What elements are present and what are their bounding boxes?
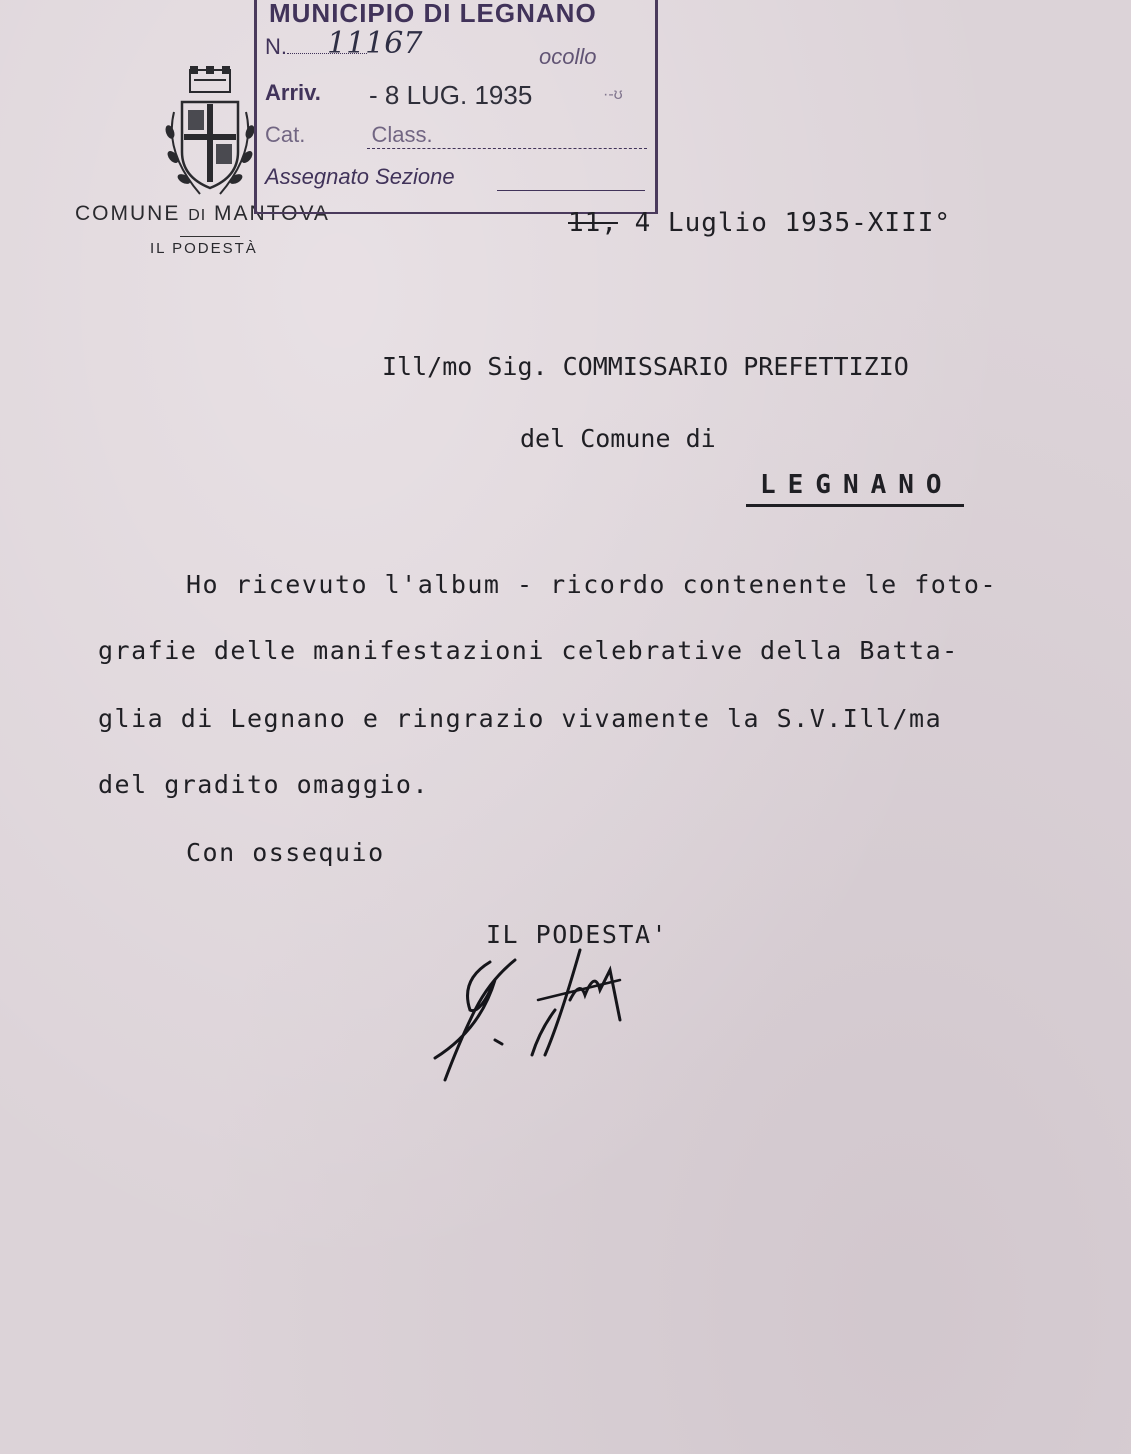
recipient-line-1: Ill/mo Sig. COMMISSARIO PREFETTIZIO — [382, 352, 909, 381]
stamp-category-label: Cat. — [265, 122, 306, 147]
handwritten-signature — [420, 940, 660, 1100]
body-line-4: del gradito omaggio. — [98, 770, 430, 799]
body-line-3: glia di Legnano e ringrazio vivamente la S.V.Ill/ma — [98, 704, 943, 733]
body-line-1: Ho ricevuto l'album - ricordo contenente le foto- — [186, 570, 998, 599]
date-text: 4 Luglio 1935-XIII° — [634, 208, 952, 238]
stamp-arrival-date: - 8 LUG. 1935 — [369, 80, 533, 110]
letterhead-name-part1: COMUNE — [75, 202, 181, 225]
stamp-assigned-line — [497, 190, 645, 191]
letterhead-name-part3: MANTOVA — [214, 202, 330, 225]
coat-of-arms-icon — [160, 62, 260, 202]
stamp-number-value: 11167 — [327, 26, 423, 61]
letterhead-title: IL PODESTÀ — [150, 240, 258, 257]
stamp-category-row — [265, 122, 433, 148]
stamp-faded-mark: ·-ʊ — [603, 86, 623, 103]
protocol-stamp — [254, 0, 658, 214]
recipient-line-2: del Comune di — [520, 424, 716, 453]
stamp-category-line — [367, 148, 647, 149]
signature-title: IL PODESTA' — [486, 920, 669, 949]
date-struck: 11, — [568, 208, 618, 238]
stamp-number-label: N. — [265, 34, 287, 59]
letterhead-divider — [180, 236, 240, 237]
closing-salutation: Con ossequio — [186, 838, 385, 867]
stamp-arrival-label: Arriv. — [265, 80, 321, 105]
stamp-class-label: Class. — [371, 122, 433, 147]
date-line — [568, 208, 951, 238]
body-line-2: grafie delle manifestazioni celebrative della Batta- — [98, 636, 959, 665]
recipient-city: LEGNANO — [746, 470, 964, 507]
stamp-protocollo-label: ocollo — [539, 44, 597, 69]
stamp-assigned-label: Assegnato Sezione — [265, 164, 455, 189]
letterhead-name-part2: DI — [188, 207, 207, 224]
stamp-title: MUNICIPIO DI LEGNANO — [269, 0, 597, 28]
